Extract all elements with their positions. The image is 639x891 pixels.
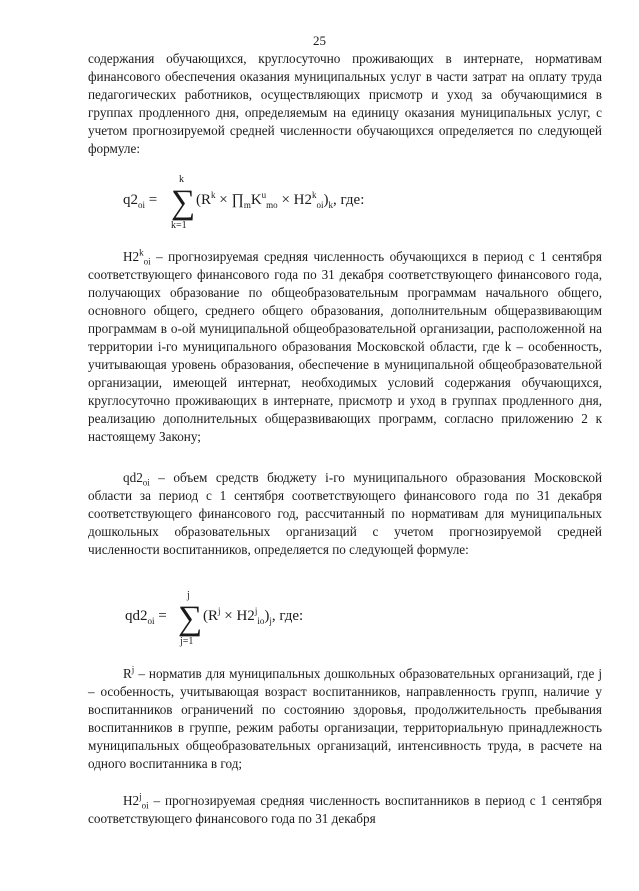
symbol-h2k: $H2^k_{oi}$	[123, 247, 151, 267]
formula-q2	[123, 174, 423, 238]
definition-text: – прогнозируемая средняя численность воспитанников в период с 1 сентября соответствующего финансового года по 31 декабря	[88, 793, 602, 826]
formula-qd2	[125, 590, 365, 654]
sum-symbol: ∑	[171, 184, 196, 221]
page-number: 25	[313, 33, 326, 48]
sum-lower-limit: k=1	[171, 220, 187, 231]
definition-h2-k	[88, 248, 602, 446]
sum-lower-limit: j=1	[180, 636, 194, 647]
sum-symbol: ∑	[178, 600, 203, 637]
symbol-rj: $R^j$	[123, 664, 135, 681]
definition-text: – норматив для муниципальных дошкольных образовательных организаций, где j – особенность, учитывающая возраст воспитанников, направленность групп, наличие у воспитанников ограничений по состоянию здоровья, продолжительность пребывания воспитанников в группе, режим работы организации, территориальную принадлежность муниципальных общеобразовательных организаций, интенсивность труда, в расчете на одного воспитанника в год;	[88, 666, 602, 771]
definition-qd2	[88, 469, 602, 559]
definition-text: – объем средств бюджету i-го муниципального образования Московской области за период с 1 сентября соответствующего финансового года по 31 декабря соответствующего финансового год, рассчитанный по нормативам для муниципальных дошкольных образовательных организаций с учетом прогнозируемой средней численности воспитанников, определяется по следующей формуле:	[88, 470, 602, 557]
definition-rj	[88, 665, 602, 773]
paragraph-text: содержания обучающихся, круглосуточно проживающих в интернате, нормативам финансового обеспечения оказания муниципальных услуг в части затрат на оплату труда педагогических работников, осуществляющих присмотр и уход за обучающимися в группах продленного дня, определяемым на единицу оказания муниципальных услуг, с учетом прогнозируемой средней численности обучающихся определяется по следующей формуле:	[88, 51, 602, 156]
symbol-h2j: $H2^j_{oi}$	[123, 791, 149, 811]
paragraph-intro	[88, 50, 602, 158]
formula-body: ($R^k$ × $\prod_mK^u_{mo} \times H2^k_{oi})_k$, где:	[196, 190, 365, 210]
formula-lhs: $q2_{oi}$ =	[123, 192, 158, 210]
formula-lhs: $qd2_{oi}$ =	[125, 608, 167, 626]
sum-upper-limit: j	[187, 590, 190, 601]
definition-h2-j	[88, 792, 602, 828]
formula-body: $(R^j \times H2^j_{io})_j$, где:	[203, 606, 304, 626]
sum-upper-limit: k	[179, 174, 184, 185]
definition-text: – прогнозируемая средняя численность обучающихся в период с 1 сентября соответствующего финансового года по 31 декабря соответствующего финансового года, получающих образование по общеобразовательным программам начального общего, основного общего, среднего общего образования, дополнительным общеразвивающим программам в о-ой муниципальной общеобразовательной организации, расположенной на территории i-го муниципального образования Московской области, где k – особенность, учитывающая уровень образования, обеспечение в муниципальной общеобразовательной организации, имеющей интернат, необходимых условий содержания обучающихся, круглосуточно проживающих в интернате, присмотр и уход в группах продленного дня, реализацию дополнительных общеразвивающих программ, согласно приложению 2 к настоящему Закону;	[88, 249, 602, 444]
symbol-qd2: $qd2_{oi}$	[123, 470, 150, 488]
